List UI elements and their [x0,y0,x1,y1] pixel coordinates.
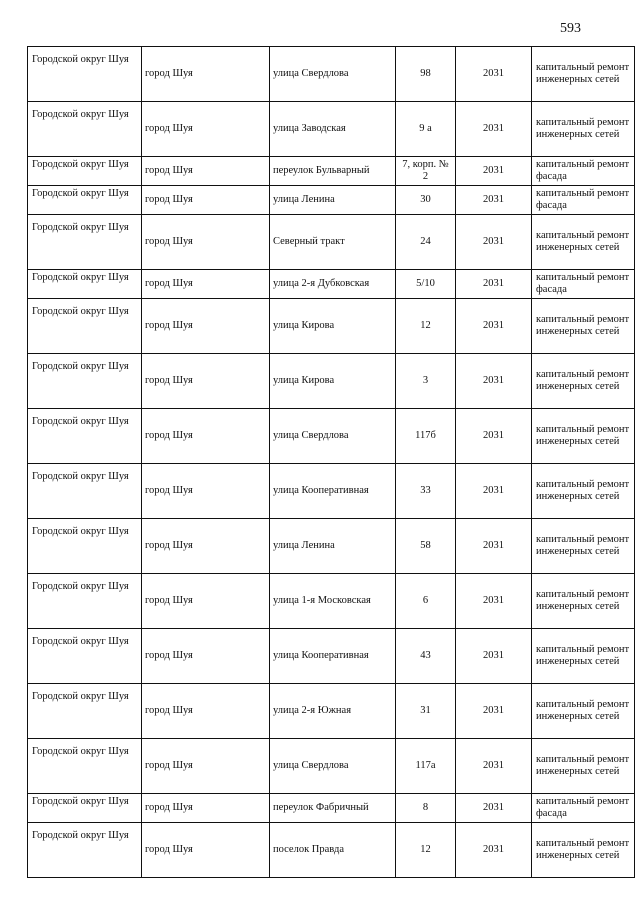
city-cell: город Шуя [142,186,270,215]
city-cell: город Шуя [142,629,270,684]
year-cell: 2031 [456,684,532,739]
municipality-cell: Городской округ Шуя [28,299,142,354]
street-cell: улица Свердлова [270,409,396,464]
municipality-cell: Городской округ Шуя [28,684,142,739]
table-row [28,519,635,574]
work-type-cell: капитальный ремонт инженерных сетей [532,684,635,739]
street-cell: улица Кирова [270,354,396,409]
street-cell: переулок Бульварный [270,157,396,186]
work-type-cell: капитальный ремонт инженерных сетей [532,519,635,574]
house-number-cell: 7, корп. № 2 [396,157,456,186]
house-number-cell: 3 [396,354,456,409]
city-cell: город Шуя [142,684,270,739]
house-number-cell: 117б [396,409,456,464]
municipality-cell: Городской округ Шуя [28,157,142,186]
table-row [28,157,635,186]
work-type-cell: капитальный ремонт фасада [532,270,635,299]
street-cell: поселок Правда [270,823,396,878]
municipality-cell: Городской округ Шуя [28,574,142,629]
city-cell: город Шуя [142,409,270,464]
city-cell: город Шуя [142,47,270,102]
year-cell: 2031 [456,299,532,354]
table-row [28,823,635,878]
municipality-cell: Городской округ Шуя [28,47,142,102]
work-type-cell: капитальный ремонт фасада [532,794,635,823]
city-cell: город Шуя [142,215,270,270]
municipality-cell: Городской округ Шуя [28,102,142,157]
table-row [28,629,635,684]
city-cell: город Шуя [142,823,270,878]
street-cell: переулок Фабричный [270,794,396,823]
street-cell: улица 2-я Дубковская [270,270,396,299]
table-row [28,684,635,739]
municipality-cell: Городской округ Шуя [28,186,142,215]
municipality-cell: Городской округ Шуя [28,794,142,823]
city-cell: город Шуя [142,102,270,157]
street-cell: улица Кооперативная [270,629,396,684]
municipality-cell: Городской округ Шуя [28,629,142,684]
work-type-cell: капитальный ремонт инженерных сетей [532,354,635,409]
table-row [28,574,635,629]
street-cell: улица Кирова [270,299,396,354]
year-cell: 2031 [456,739,532,794]
year-cell: 2031 [456,409,532,464]
municipality-cell: Городской округ Шуя [28,215,142,270]
city-cell: город Шуя [142,519,270,574]
city-cell: город Шуя [142,574,270,629]
house-number-cell: 9 а [396,102,456,157]
work-type-cell: капитальный ремонт инженерных сетей [532,299,635,354]
work-type-cell: капитальный ремонт инженерных сетей [532,823,635,878]
street-cell: Северный тракт [270,215,396,270]
table-row [28,186,635,215]
street-cell: улица Ленина [270,186,396,215]
work-type-cell: капитальный ремонт инженерных сетей [532,629,635,684]
city-cell: город Шуя [142,464,270,519]
municipality-cell: Городской округ Шуя [28,270,142,299]
year-cell: 2031 [456,629,532,684]
page-number: 593 [560,21,581,36]
municipality-cell: Городской округ Шуя [28,354,142,409]
work-type-cell: капитальный ремонт фасада [532,157,635,186]
year-cell: 2031 [456,464,532,519]
year-cell: 2031 [456,354,532,409]
year-cell: 2031 [456,794,532,823]
year-cell: 2031 [456,47,532,102]
house-number-cell: 117а [396,739,456,794]
municipality-cell: Городской округ Шуя [28,519,142,574]
table-row [28,299,635,354]
house-number-cell: 12 [396,299,456,354]
year-cell: 2031 [456,157,532,186]
house-number-cell: 30 [396,186,456,215]
city-cell: город Шуя [142,794,270,823]
work-type-cell: капитальный ремонт инженерных сетей [532,102,635,157]
street-cell: улица 1-я Московская [270,574,396,629]
year-cell: 2031 [456,186,532,215]
municipality-cell: Городской округ Шуя [28,464,142,519]
work-type-cell: капитальный ремонт инженерных сетей [532,47,635,102]
repair-schedule-table [27,46,635,878]
city-cell: город Шуя [142,354,270,409]
year-cell: 2031 [456,102,532,157]
table-row [28,409,635,464]
street-cell: улица Ленина [270,519,396,574]
year-cell: 2031 [456,823,532,878]
table-row [28,215,635,270]
city-cell: город Шуя [142,739,270,794]
table-row [28,102,635,157]
year-cell: 2031 [456,519,532,574]
house-number-cell: 58 [396,519,456,574]
street-cell: улица Кооперативная [270,464,396,519]
house-number-cell: 31 [396,684,456,739]
work-type-cell: капитальный ремонт инженерных сетей [532,739,635,794]
municipality-cell: Городской округ Шуя [28,409,142,464]
house-number-cell: 24 [396,215,456,270]
table-body [28,47,635,878]
house-number-cell: 98 [396,47,456,102]
table-row [28,354,635,409]
work-type-cell: капитальный ремонт инженерных сетей [532,464,635,519]
municipality-cell: Городской округ Шуя [28,823,142,878]
table-row [28,739,635,794]
work-type-cell: капитальный ремонт фасада [532,186,635,215]
city-cell: город Шуя [142,157,270,186]
table-row [28,464,635,519]
municipality-cell: Городской округ Шуя [28,739,142,794]
work-type-cell: капитальный ремонт инженерных сетей [532,574,635,629]
city-cell: город Шуя [142,299,270,354]
year-cell: 2031 [456,574,532,629]
street-cell: улица Свердлова [270,47,396,102]
city-cell: город Шуя [142,270,270,299]
street-cell: улица 2-я Южная [270,684,396,739]
house-number-cell: 6 [396,574,456,629]
table-row [28,47,635,102]
street-cell: улица Заводская [270,102,396,157]
year-cell: 2031 [456,270,532,299]
house-number-cell: 5/10 [396,270,456,299]
work-type-cell: капитальный ремонт инженерных сетей [532,215,635,270]
house-number-cell: 8 [396,794,456,823]
work-type-cell: капитальный ремонт инженерных сетей [532,409,635,464]
table-row [28,270,635,299]
street-cell: улица Свердлова [270,739,396,794]
house-number-cell: 33 [396,464,456,519]
house-number-cell: 43 [396,629,456,684]
house-number-cell: 12 [396,823,456,878]
table-row [28,794,635,823]
year-cell: 2031 [456,215,532,270]
